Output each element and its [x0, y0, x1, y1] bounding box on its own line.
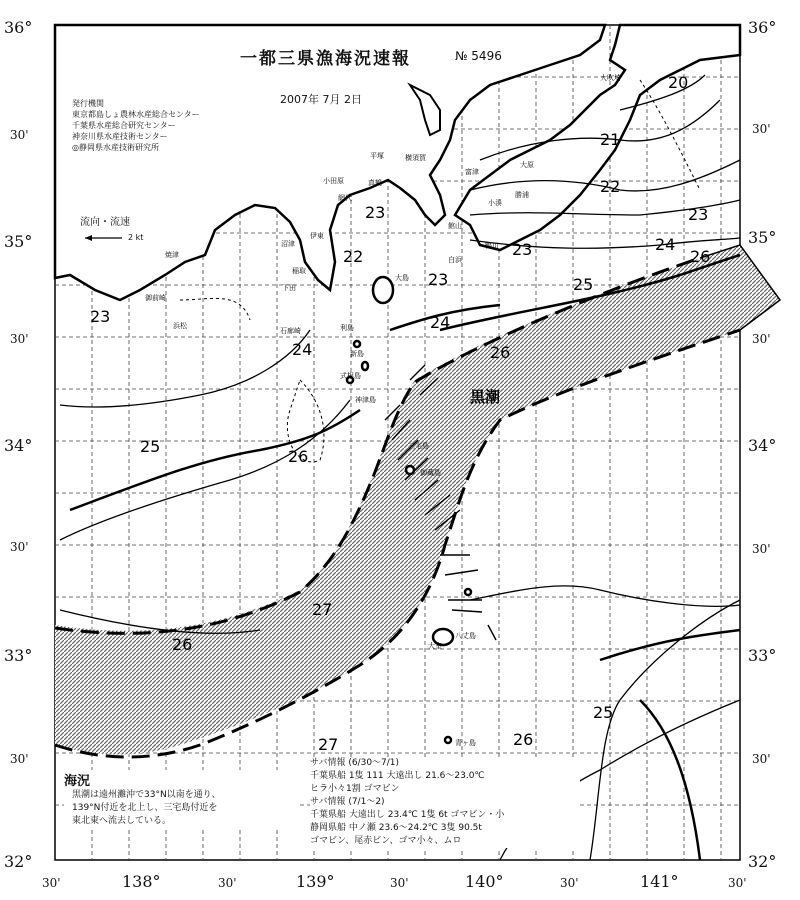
lat-tick-right: 34°: [748, 436, 777, 455]
fishing-info-line: 静岡県船 中ノ瀬 23.6～24.2℃ 3隻 90.5t: [310, 823, 482, 833]
lat-tick-left: 30': [10, 540, 29, 554]
lon-tick: 30': [42, 876, 61, 890]
isotherm-label: 24: [292, 340, 313, 359]
issuers-block: [72, 98, 200, 153]
place-label: 大原: [520, 161, 534, 169]
fishing-info-line: サバ情報 (6/30～7/1): [310, 758, 400, 768]
place-label: 式根島: [340, 372, 361, 380]
isotherm-label: 21: [600, 130, 621, 149]
isotherm-label: 26: [513, 730, 534, 749]
isotherm-label: 26: [490, 343, 511, 362]
place-label: 館山: [448, 222, 462, 230]
place-label: 小田原: [323, 177, 344, 185]
place-label: 真鶴: [368, 179, 382, 187]
place-label: 三宅島: [408, 442, 429, 450]
situation-heading: 海況: [64, 774, 91, 789]
isotherm-label: 25: [573, 275, 594, 294]
situation-line: 139°N付近を北上し、三宅島付近を: [72, 803, 218, 813]
isotherm-label: 26: [288, 447, 309, 466]
fishing-info-line: サバ情報 (7/1～2): [310, 797, 385, 807]
place-label: 小湊: [488, 199, 502, 207]
lat-tick-left: 35°: [4, 232, 33, 251]
fishing-info-line: ヒラ小々1割 ゴマビン: [310, 784, 400, 794]
lon-tick: 141°: [640, 872, 679, 891]
issue-number: № 5496: [455, 49, 502, 63]
lat-tick-left: 30': [10, 752, 29, 766]
lat-tick-left: 32°: [4, 852, 33, 871]
isotherm-label: 25: [593, 703, 614, 722]
issue-date: 2007年 7月 2日: [280, 93, 362, 106]
place-label: 伊東: [310, 232, 324, 240]
lat-tick-left: 36°: [4, 18, 33, 37]
lat-tick-right: 32°: [748, 852, 777, 871]
place-label: 稲取: [292, 267, 306, 275]
place-label: 焼津: [165, 251, 179, 259]
lat-tick-left: 34°: [4, 436, 33, 455]
issuer-item: 千葉県水産総合研究センター: [72, 121, 176, 130]
fishing-info-line: ゴマビン、尾赤ビン、ゴマ小々、ムロ: [310, 836, 462, 846]
isotherm-label: 24: [655, 235, 676, 254]
fishing-info-line: 千葉県船 1隻 111 大遠出し 21.6～23.0℃: [310, 771, 485, 781]
lon-tick: 30': [390, 876, 409, 890]
situation-box: [64, 770, 299, 828]
isotherm-label: 24: [430, 313, 451, 332]
place-label: 八丈島: [455, 632, 476, 640]
place-label: 大島: [395, 274, 409, 282]
page-title: 一都三県漁海況速報: [240, 49, 411, 69]
place-label: 浜松: [173, 322, 187, 330]
situation-line: 黒潮は遠州灘沖で33°N以南を通り、: [72, 790, 221, 800]
lat-tick-left: 30': [10, 128, 29, 142]
isotherm-label: 26: [172, 635, 193, 654]
place-label: 御前崎: [145, 294, 166, 302]
isotherm-label: 25: [140, 437, 161, 456]
fishing-info-line: 千葉県船 大遠出し 23.4℃ 1隻 6t ゴマビン・小: [310, 810, 505, 820]
place-label: 大室: [428, 642, 442, 650]
legend-label: 流向・流速: [80, 217, 130, 228]
isotherm-label: 23: [688, 205, 709, 224]
lon-tick: 139°: [296, 872, 335, 891]
isotherm-label: 22: [343, 247, 364, 266]
isotherm-label: 26: [690, 247, 711, 266]
place-label: 勝浦: [515, 191, 529, 199]
lat-tick-left: 30': [10, 332, 29, 346]
legend-scale: 2 kt: [128, 233, 144, 242]
isotherm-label: 23: [365, 203, 386, 222]
isotherm-label: 23: [512, 240, 533, 259]
isotherm-label: 20: [668, 73, 689, 92]
lon-tick: 138°: [122, 872, 161, 891]
lat-tick-right: 30': [752, 752, 771, 766]
isotherm-label: 23: [90, 307, 111, 326]
lat-tick-right: 30': [752, 542, 771, 556]
place-label: 沼津: [281, 240, 295, 248]
place-label: 御蔵島: [420, 469, 441, 477]
lon-tick: 30': [560, 876, 579, 890]
isotherm-label: 27: [312, 600, 333, 619]
place-label: 下田: [282, 284, 296, 292]
lat-tick-right: 33°: [748, 646, 777, 665]
issuer-item: 東京都島しょ農林水産総合センター: [72, 110, 200, 119]
place-label: 新島: [350, 350, 364, 358]
fishing-info: [310, 757, 580, 848]
issuer-item: 神奈川県水産技術センター: [72, 132, 168, 141]
issuers-heading: 発行機関: [72, 99, 104, 108]
isotherm-label: 22: [600, 177, 621, 196]
place-label: 網代: [338, 194, 352, 202]
isotherm-label: 23: [428, 270, 449, 289]
lon-tick: 30': [218, 876, 237, 890]
lat-tick-right: 30': [752, 122, 771, 136]
place-label: 利島: [340, 324, 354, 332]
place-label: 神津島: [355, 396, 376, 404]
place-label: 石廊崎: [280, 327, 301, 335]
place-label: 鴨川: [485, 242, 499, 250]
kuroshio-label: 黒潮: [470, 388, 501, 406]
situation-line: 東北東へ流去している。: [72, 816, 172, 826]
lon-tick: 30': [728, 876, 747, 890]
lat-tick-right: 35°: [748, 228, 777, 247]
place-label: 白浜: [448, 256, 462, 264]
place-label: 大吹埼: [600, 74, 621, 82]
lon-tick: 140°: [465, 872, 504, 891]
place-label: 富津: [465, 168, 479, 176]
lat-tick-right: 30': [752, 332, 771, 346]
place-label: 青ヶ島: [455, 739, 476, 747]
issuer-item: ◎静岡県水産技術研究所: [72, 143, 159, 152]
place-label: 横須賀: [405, 154, 426, 162]
place-label: 平塚: [370, 152, 384, 160]
isotherm-label: 27: [318, 735, 339, 754]
lat-tick-left: 33°: [4, 646, 33, 665]
lat-tick-right: 36°: [748, 18, 777, 37]
